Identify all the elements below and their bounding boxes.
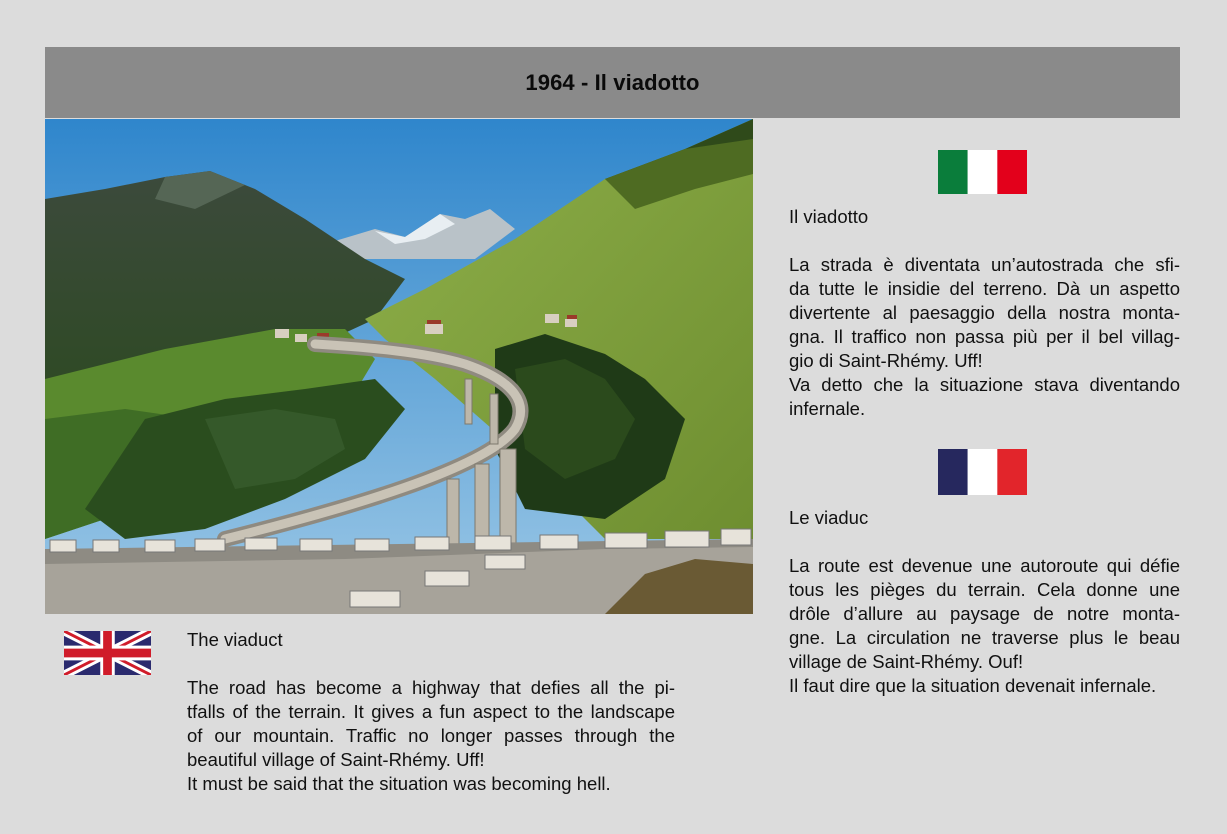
french-line: village de Saint-Rhémy. Ouf! [789,651,1024,672]
english-line: The road has become a highway that defies all the pi- [187,677,675,698]
title-bar [45,47,1180,118]
english-line: beautiful village of Saint-Rhémy. Uff! [187,749,485,770]
english-line: It must be said that the situation was becoming hell. [187,773,611,794]
french-line: gne. La circulation ne traverse plus le beau [789,627,1180,648]
english-line: of our mountain. Traffic no longer passes through the [187,725,675,746]
page-title: 1964 - Il viadotto [525,69,700,95]
viaduct-photo [45,119,753,614]
uk-flag-icon [64,631,151,675]
italy-flag-icon [938,150,1027,194]
english-heading: The viaduct [187,629,283,650]
french-line: drôle d’allure au paysage de notre monta- [789,603,1180,624]
french-text-block [789,506,1180,698]
french-heading: Le viaduc [789,507,869,528]
france-flag-icon [938,449,1027,495]
italian-line: gio di Saint-Rhémy. Uff! [789,350,983,371]
italian-line: da tutte le insidie del terreno. Dà un aspetto [789,278,1180,299]
french-line: Il faut dire que la situation devenait infernale. [789,675,1157,696]
english-line: tfalls of the terrain. It gives a fun aspect to the landscape [187,701,675,722]
italian-line: La strada è diventata un’autostrada che sfi- [789,254,1180,275]
italian-text-block [789,205,1180,421]
italian-line: divertente al paesaggio della nostra monta- [789,302,1180,323]
italian-line: gna. Il traffico non passa più per il bel villag- [789,326,1180,347]
french-line: La route est devenue une autoroute qui défie [789,555,1180,576]
french-line: tous les pièges du terrain. Cela donne une [789,579,1180,600]
italian-line: infernale. [789,398,866,419]
english-text-block [187,628,675,796]
italian-heading: Il viadotto [789,206,869,227]
italian-line: Va detto che la situazione stava diventando [789,374,1180,395]
viaduct-photo-icon [45,119,753,614]
